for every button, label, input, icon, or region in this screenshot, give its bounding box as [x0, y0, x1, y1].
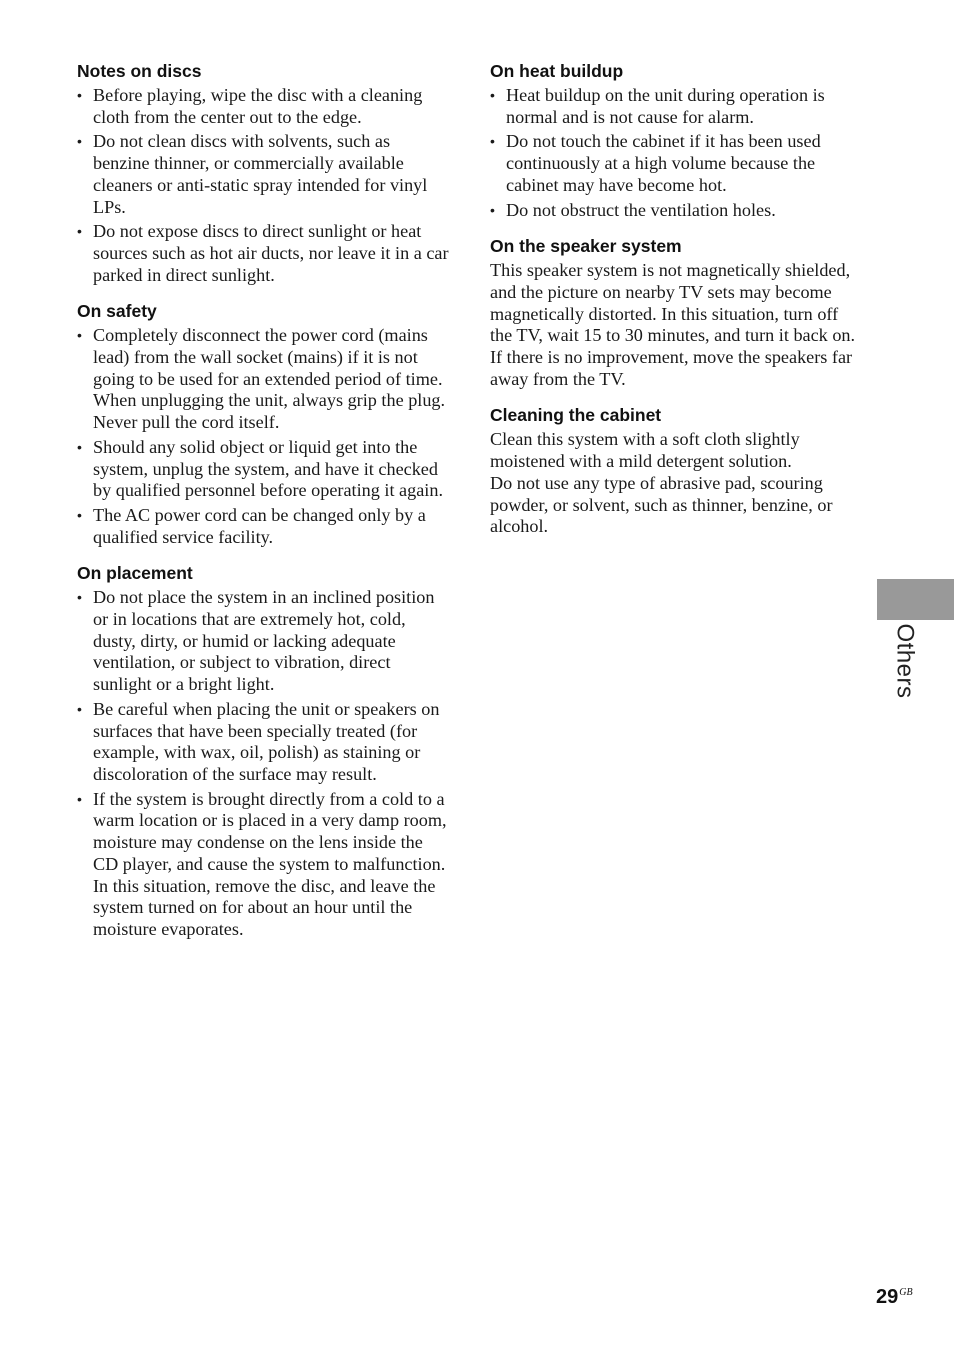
- list-item: • If the system is brought directly from a cold to a warm location or is placed in a very damp room, moisture may condense on the lens inside the CD player, and cause the system to malfunction. In this situation, remove the disc, and leave the system turned on for about an hour until the moisture evaporates.: [77, 789, 449, 941]
- section-tab-text: Others: [892, 623, 919, 699]
- section-cleaning-the-cabinet: [490, 404, 862, 538]
- section-on-heat-buildup: [490, 60, 862, 221]
- heading-on-the-speaker-system: On the speaker system: [490, 236, 682, 257]
- right-column: [490, 60, 862, 552]
- bullet-list-safety: [77, 325, 449, 548]
- list-item: • Should any solid object or liquid get into the system, unplug the system, and have it checked by qualified personnel before operating it again.: [77, 437, 449, 502]
- list-item: • Do not place the system in an inclined position or in locations that are extremely hot, cold, dusty, dirty, or humid or lacking adequate ventilation, or subject to vibration, direct sunlight or a bright light.: [77, 587, 449, 696]
- list-item: • The AC power cord can be changed only by a qualified service facility.: [77, 505, 449, 548]
- list-item: • Do not expose discs to direct sunlight or heat sources such as hot air ducts, nor leave it in a car parked in direct sunlight.: [77, 221, 449, 286]
- heading-cleaning-the-cabinet: Cleaning the cabinet: [490, 405, 662, 426]
- list-item: • Do not touch the cabinet if it has been used continuously at a high volume because the cabinet may have become hot.: [490, 131, 862, 196]
- bullet-list-discs: [77, 85, 449, 286]
- bullet-list-heat: [490, 85, 862, 221]
- section-tab-marker: [877, 579, 954, 620]
- list-item: • Before playing, wipe the disc with a cleaning cloth from the center out to the edge.: [77, 85, 449, 128]
- list-item: • Do not obstruct the ventilation holes.: [490, 200, 862, 222]
- section-on-the-speaker-system: [490, 235, 862, 390]
- heading-notes-on-discs: Notes on discs: [77, 61, 202, 81]
- page-number-value: 29: [876, 1286, 899, 1308]
- section-on-placement: [77, 562, 449, 940]
- list-item: • Be careful when placing the unit or speakers on surfaces that have been specially treated (for example, with wax, oil, polish) as staining or discoloration of the surface may result.: [77, 699, 449, 786]
- left-column: [77, 60, 449, 955]
- bullet-list-placement: [77, 587, 449, 940]
- heading-on-placement: On placement: [77, 563, 193, 584]
- section-on-safety: [77, 300, 449, 548]
- list-item: • Heat buildup on the unit during operation is normal and is not cause for alarm.: [490, 85, 862, 128]
- heading-on-heat-buildup: On heat buildup: [490, 61, 624, 81]
- page-number: [876, 1286, 913, 1309]
- page-number-suffix: GB: [899, 1287, 913, 1299]
- section-tab-label: [875, 622, 935, 700]
- section-notes-on-discs: [77, 60, 449, 286]
- list-item: • Do not clean discs with solvents, such as benzine thinner, or commercially available cleaners or anti-static spray intended for vinyl LPs.: [77, 131, 449, 218]
- heading-on-safety: On safety: [77, 301, 157, 322]
- cabinet-paragraph-2: Do not use any type of abrasive pad, scouring powder, or solvent, such as thinner, benzine, or alcohol.: [490, 472, 833, 537]
- speaker-paragraph: This speaker system is not magnetically shielded, and the picture on nearby TV sets may become magnetically distorted. In this situation, turn off the TV, wait 15 to 30 minutes, and turn it back on. If there is no improvement, move the speakers far away from the TV.: [490, 260, 856, 389]
- cabinet-paragraph-1: Clean this system with a soft cloth slightly moistened with a mild detergent solution.: [490, 429, 800, 472]
- list-item: • Completely disconnect the power cord (mains lead) from the wall socket (mains) if it is not going to be used for an extended period of time. When unplugging the unit, always grip the plug. Never pull the cord itself.: [77, 325, 449, 434]
